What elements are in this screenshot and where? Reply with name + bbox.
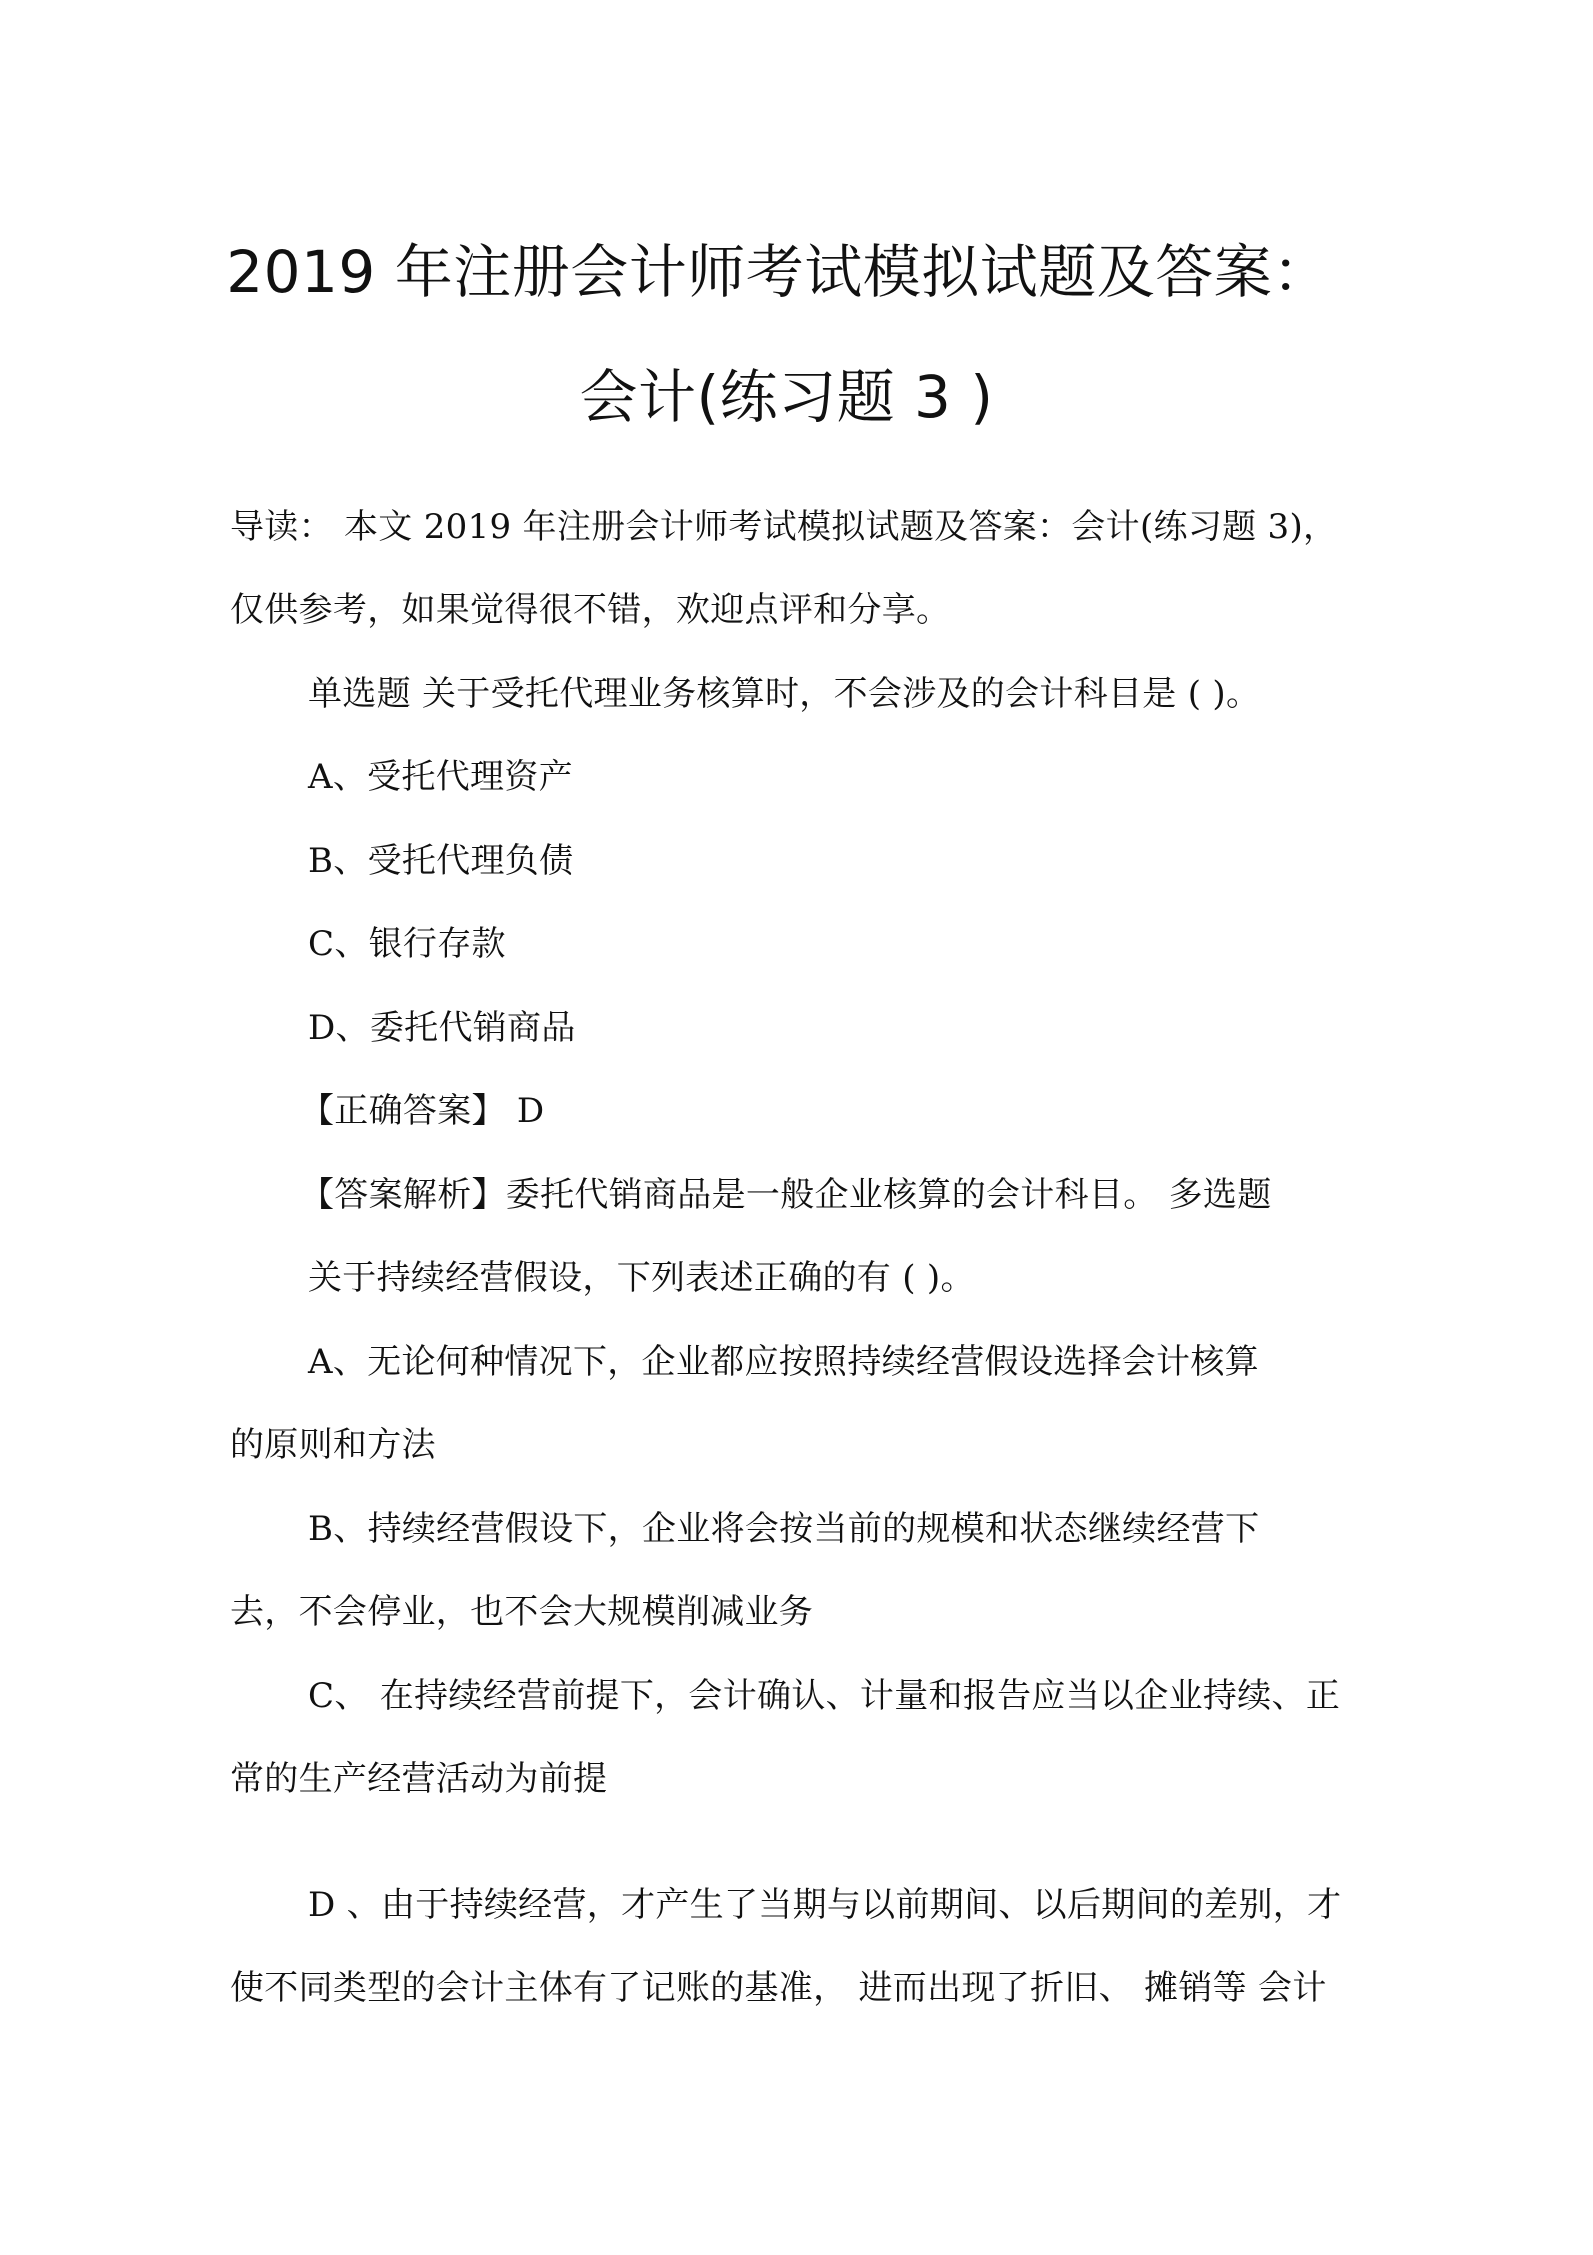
question-2-option-d-line-2: 使不同类型的会计主体有了记账的基准， 进而出现了折旧、 摊销等 会计 [230,1968,1327,2008]
document-title-line-1: 2019 年注册会计师考试模拟试题及答案： [226,238,1331,306]
question-1-option-a: A、受托代理资产 [308,757,573,797]
question-2-option-d-line-1: D 、由于持续经营，才产生了当期与以前期间、以后期间的差别，才 [308,1885,1342,1925]
intro-line-1: 导读： 本文 2019 年注册会计师考试模拟试题及答案：会计(练习题 3)， [230,507,1338,547]
question-2-option-c-line-2: 常的生产经营活动为前提 [230,1759,608,1799]
question-1-answer: 【正确答案】 D [300,1091,545,1131]
question-1-option-d: D、委托代销商品 [308,1008,576,1048]
question-1-option-c: C、银行存款 [308,924,506,964]
question-2-option-c-line-1: C、 在持续经营前提下，会计确认、计量和报告应当以企业持续、正 [308,1676,1341,1716]
question-2-option-a-line-2: 的原则和方法 [230,1425,436,1465]
intro-line-2: 仅供参考，如果觉得很不错，欢迎点评和分享。 [230,590,951,630]
question-1-stem: 单选题 关于受托代理业务核算时，不会涉及的会计科目是 ( )。 [308,674,1261,714]
question-1-analysis: 【答案解析】委托代销商品是一般企业核算的会计科目。 多选题 [300,1175,1272,1215]
question-2-stem: 关于持续经营假设，下列表述正确的有 ( )。 [308,1258,975,1298]
question-1-option-b: B、受托代理负债 [308,841,574,881]
question-2-option-b-line-1: B、持续经营假设下，企业将会按当前的规模和状态继续经营下 [308,1509,1260,1549]
question-2-option-b-line-2: 去，不会停业，也不会大规模削减业务 [230,1592,814,1632]
question-2-option-a-line-1: A、无论何种情况下，企业都应按照持续经营假设选择会计核算 [308,1342,1259,1382]
document-title-line-2: 会计(练习题 3 ) [579,363,994,431]
